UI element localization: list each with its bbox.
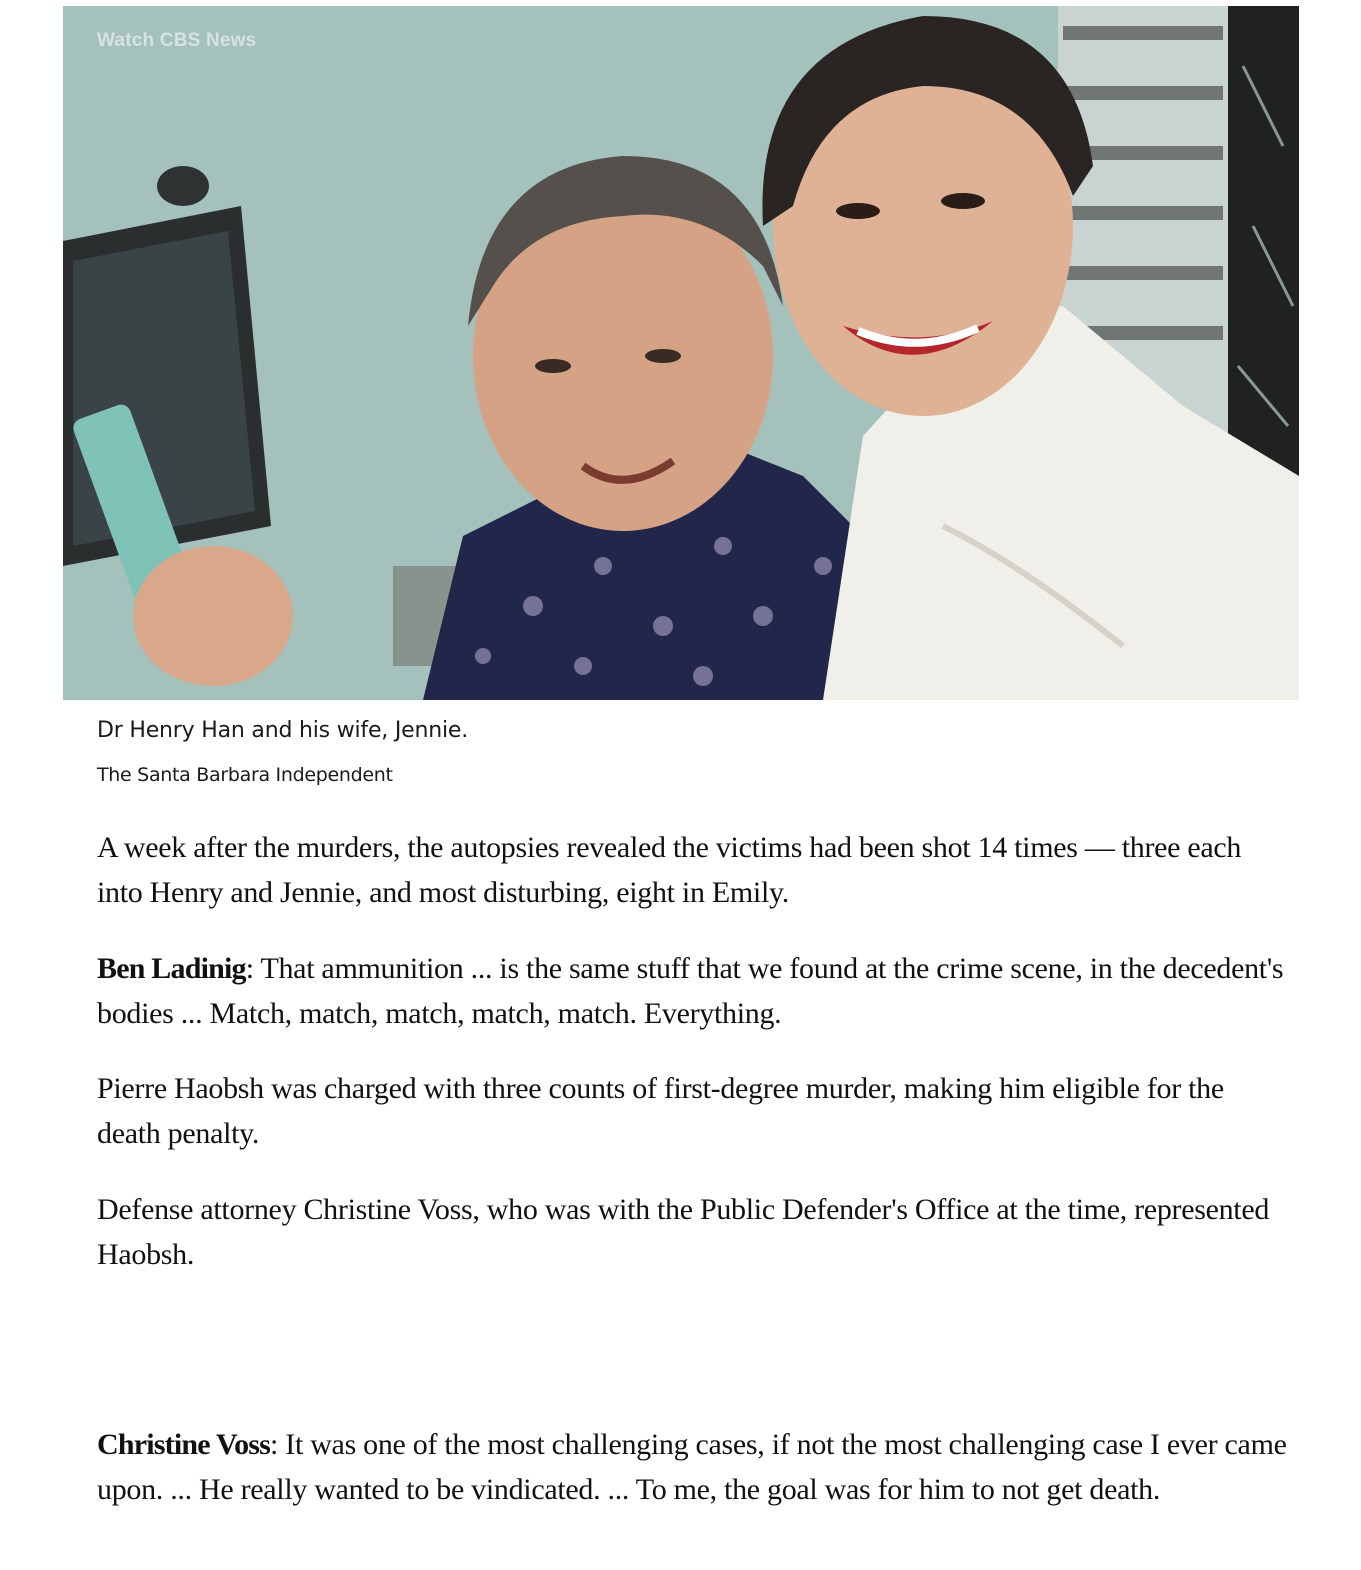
speaker-name: Christine Voss [97, 1428, 271, 1461]
article-photo [63, 6, 1299, 700]
photo-illustration [63, 6, 1299, 700]
photo-credit: The Santa Barbara Independent [97, 764, 393, 786]
article-paragraph-1: A week after the murders, the autopsies revealed the victims had been shot 14 times — three each into Henry and Jennie, and most disturbing, eight in Emily. [97, 831, 1242, 909]
quote-text: : That ammunition ... is the same stuff that we found at the crime scene, in the decedent's bodies ... Match, match, match, match, match. Everything. [97, 952, 1284, 1030]
quote-text: : It was one of the most challenging cases, if not the most challenging case I ever came upon. ... He really wanted to be vindicated. ... To me, the goal was for him to not get death. [97, 1428, 1287, 1506]
article-paragraph-4: Defense attorney Christine Voss, who was with the Public Defender's Office at the time, represented Haobsh. [97, 1193, 1270, 1271]
article-paragraph-5 [97, 1422, 1287, 1512]
speaker-name: Ben Ladinig [97, 952, 246, 985]
photo-watermark: Watch CBS News [97, 30, 257, 51]
photo-caption: Dr Henry Han and his wife, Jennie. [97, 718, 469, 743]
article-paragraph-2 [97, 946, 1287, 1036]
article-paragraph-3: Pierre Haobsh was charged with three counts of first-degree murder, making him eligible for the death penalty. [97, 1072, 1224, 1150]
